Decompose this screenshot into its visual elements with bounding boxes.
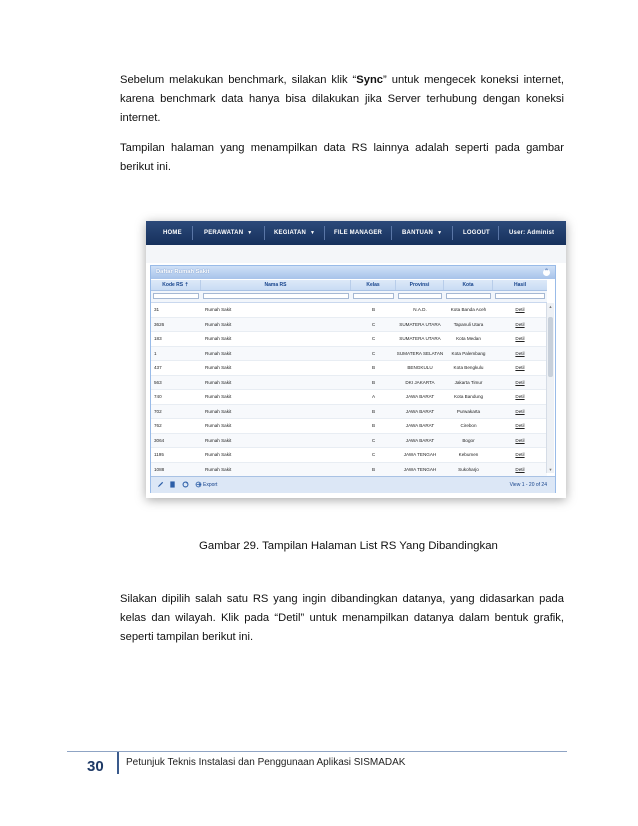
grid-title: [151, 266, 555, 279]
cell-kota: Bogor: [462, 437, 475, 443]
col-provinsi[interactable]: Provinsi: [396, 280, 444, 290]
cell-nama: Rumah Sakit: [205, 379, 232, 385]
cell-kelas: A: [371, 394, 376, 399]
sort-asc-icon: ⇡: [183, 282, 189, 288]
nav-perawatan[interactable]: [204, 221, 252, 245]
paragraph-sync: [120, 71, 564, 128]
cell-kota: Jakarta Timur: [454, 379, 483, 385]
nav-file-manager[interactable]: FILE MANAGER: [334, 230, 383, 236]
cell-provinsi: SUMATERA UTARA: [399, 336, 441, 341]
col-kelas[interactable]: Kelas: [351, 280, 396, 290]
cell-kota: Kota Bandung: [453, 394, 484, 399]
pager-info: View 1 - 20 of 24: [509, 482, 547, 488]
col-kode[interactable]: [151, 280, 201, 290]
nav-label: KEGIATAN: [274, 230, 307, 236]
paragraph-text: ” untuk mengecek koneksi internet, karena benchmark data hanya bisa dilakukan jika Server terhubung dengan koneksi internet.: [120, 74, 564, 124]
footer-bar: [117, 752, 119, 774]
cell-provinsi: SUMATERA SELATAN: [396, 350, 444, 356]
cell-kode: 762: [154, 423, 162, 428]
detil-link[interactable]: Detil: [515, 379, 525, 385]
cell-kelas: B: [371, 408, 376, 414]
paragraph-intro-figure: Tampilan halaman yang menampilkan data RS lainnya adalah seperti pada gambar berikut ini.: [120, 142, 564, 173]
cell-provinsi: JAWA BARAT: [405, 394, 435, 399]
grid-title-text: Daftar Rumah Sakit: [156, 269, 210, 275]
cell-hasil: [493, 434, 547, 447]
cell-kode: 1195: [154, 452, 164, 457]
cell-kode: 1: [154, 350, 157, 356]
cell-kota: Kota Medan: [456, 336, 481, 341]
page-number: 30: [87, 758, 104, 775]
cell-kota: Kota Bengkulu: [453, 365, 484, 370]
cell-nama: Rumah Sakit: [205, 452, 232, 457]
filter-kota-input[interactable]: [446, 293, 491, 299]
cell-nama: Rumah Sakit: [205, 394, 232, 399]
detil-link[interactable]: Detil: [515, 321, 525, 327]
cell-nama: Rumah Sakit: [205, 336, 232, 341]
table-row[interactable]: [151, 376, 547, 391]
table-row[interactable]: [151, 463, 547, 478]
grid-header: [151, 280, 547, 291]
cell-nama: Rumah Sakit: [205, 350, 232, 356]
footer-divider: [67, 751, 567, 752]
detil-link[interactable]: Detil: [515, 365, 525, 370]
detil-link[interactable]: Detil: [515, 336, 525, 341]
filter-hasil-input[interactable]: [495, 293, 545, 299]
grid-toolbar: [151, 476, 555, 493]
cell-kota: Kota Banda Aceh: [450, 307, 487, 312]
figure-caption: Gambar 29. Tampilan Halaman List RS Yang Dibandingkan: [199, 540, 498, 552]
col-nama[interactable]: Nama RS: [201, 280, 351, 290]
scroll-down-icon[interactable]: ▼: [548, 467, 553, 472]
cell-provinsi: JAWA BARAT: [405, 423, 435, 428]
cell-kode: 437: [154, 365, 162, 370]
cell-provinsi: SUMATERA UTARA: [399, 321, 441, 327]
cell-kode: 1088: [154, 466, 165, 472]
cell-provinsi: N.A.D.: [413, 307, 427, 312]
table-row[interactable]: [151, 361, 547, 376]
table-row[interactable]: [151, 332, 547, 347]
cell-kota: Sukoharjo: [458, 466, 479, 472]
detil-link[interactable]: Detil: [515, 408, 525, 414]
footer-title: Petunjuk Teknis Instalasi dan Penggunaan Aplikasi SISMADAK: [126, 757, 406, 768]
cell-hasil: [493, 347, 547, 360]
caret-down-icon: ▼: [437, 230, 443, 236]
detil-link[interactable]: Detil: [515, 423, 525, 428]
nav-bantuan[interactable]: [402, 221, 442, 245]
cell-kode: 702: [154, 408, 162, 414]
cell-kelas: B: [371, 307, 376, 312]
cell-provinsi: JAWA BARAT: [405, 437, 435, 443]
table-row[interactable]: [151, 390, 547, 405]
scroll-up-icon[interactable]: ▲: [548, 304, 553, 309]
cell-kelas: B: [371, 423, 376, 428]
cell-nama: Rumah Sakit: [205, 365, 232, 370]
detil-link[interactable]: Detil: [515, 307, 525, 312]
cell-nama: Rumah Sakit: [205, 466, 232, 472]
caret-down-icon: ▼: [310, 230, 316, 236]
paragraph-instructions: Silakan dipilih salah satu RS yang ingin dibandingkan datanya, yang didasarkan pada kelas dan wilayah. Klik pada “Detil” untuk menampilkan datanya dalam bentuk grafik, seperti tampilan berikut ini.: [120, 593, 564, 643]
cell-kota: Kota Palembang: [451, 350, 486, 356]
cell-provinsi: JAWA TENGAH: [403, 466, 437, 472]
filter-row: [151, 291, 547, 303]
vertical-scrollbar[interactable]: [546, 303, 554, 473]
cell-kode: 183: [154, 336, 162, 341]
top-navbar: [146, 221, 566, 246]
cell-kelas: C: [371, 350, 376, 356]
detil-link[interactable]: Detil: [515, 466, 525, 472]
cell-nama: Rumah Sakit: [205, 437, 232, 443]
cell-kode: 3626: [154, 321, 165, 327]
cell-hasil: [493, 390, 547, 403]
export-icon[interactable]: [195, 481, 202, 488]
cell-hasil: [493, 332, 547, 345]
detil-link[interactable]: Detil: [515, 350, 525, 356]
app-screenshot: [146, 221, 566, 498]
detil-link[interactable]: Detil: [515, 437, 525, 443]
cell-hasil: [493, 448, 547, 461]
grid-rows: [151, 303, 547, 477]
cell-kode: 740: [154, 394, 162, 399]
cell-kelas: C: [371, 336, 376, 341]
cell-hasil: [493, 419, 547, 432]
cell-provinsi: DKI JAKARTA: [405, 379, 435, 385]
cell-kelas: C: [371, 452, 376, 457]
table-row[interactable]: [151, 303, 547, 318]
cell-provinsi: BENGKULU: [407, 365, 433, 370]
table-row[interactable]: [151, 434, 547, 449]
nav-home[interactable]: HOME: [163, 230, 182, 236]
caret-down-icon: ▼: [247, 230, 253, 236]
user-label: User: Administ: [509, 230, 555, 236]
document-icon[interactable]: [169, 481, 176, 488]
nav-logout[interactable]: LOGOUT: [463, 230, 490, 236]
cell-nama: Rumah Sakit: [205, 321, 232, 327]
cell-hasil: [493, 463, 547, 476]
cell-kelas: B: [371, 379, 376, 385]
table-row[interactable]: [151, 405, 547, 420]
nav-label: PERAWATAN: [204, 230, 244, 236]
export-button[interactable]: Export: [203, 482, 218, 488]
cell-hasil: [493, 318, 547, 331]
detil-link[interactable]: Detil: [515, 394, 525, 399]
cell-kelas: C: [371, 321, 376, 327]
detil-link[interactable]: Detil: [515, 452, 525, 457]
paragraph-text: Sebelum melakukan benchmark, silakan klik “: [120, 74, 357, 86]
nav-kegiatan[interactable]: [274, 221, 315, 245]
table-row[interactable]: [151, 448, 547, 463]
cell-hasil: [493, 303, 547, 316]
cell-kelas: B: [371, 466, 376, 472]
col-hasil[interactable]: Hasil: [514, 282, 526, 288]
cell-hasil: [493, 376, 547, 389]
cell-kota: Purwakarta: [456, 408, 481, 414]
cell-hasil: [493, 405, 547, 418]
cell-kode: 563: [154, 379, 162, 385]
filter-kode-input[interactable]: [153, 293, 199, 299]
col-kota[interactable]: Kota: [444, 280, 493, 290]
cell-kelas: B: [371, 365, 376, 370]
cell-nama: Rumah Sakit: [205, 307, 232, 312]
table-row[interactable]: [151, 347, 547, 362]
cell-hasil: [493, 361, 547, 374]
cell-kota: Kebumen: [458, 452, 479, 457]
cell-nama: Rumah Sakit: [205, 423, 232, 428]
cell-kota: Cirebon: [460, 423, 477, 428]
cell-kelas: C: [371, 437, 376, 443]
table-row[interactable]: [151, 318, 547, 333]
hospital-grid: [150, 265, 556, 493]
sync-keyword: Sync: [356, 74, 384, 86]
cell-provinsi: JAWA TENGAH: [403, 452, 437, 457]
scroll-thumb[interactable]: [548, 317, 553, 377]
cell-nama: Rumah Sakit: [205, 408, 232, 414]
collapse-icon[interactable]: ⌃: [543, 269, 550, 275]
col-label: Kode RS: [162, 282, 184, 288]
filter-nama-input[interactable]: [203, 293, 349, 299]
cell-kode: 31: [154, 307, 160, 312]
cell-kode: 3064: [154, 437, 165, 443]
table-row[interactable]: [151, 419, 547, 434]
refresh-icon[interactable]: [182, 481, 189, 488]
filter-provinsi-input[interactable]: [398, 293, 442, 299]
filter-kelas-input[interactable]: [353, 293, 394, 299]
cell-kota: Tapanuli Utara: [453, 321, 484, 327]
nav-label: BANTUAN: [402, 230, 434, 236]
cell-provinsi: JAWA BARAT: [405, 408, 435, 414]
edit-icon[interactable]: [157, 481, 164, 488]
